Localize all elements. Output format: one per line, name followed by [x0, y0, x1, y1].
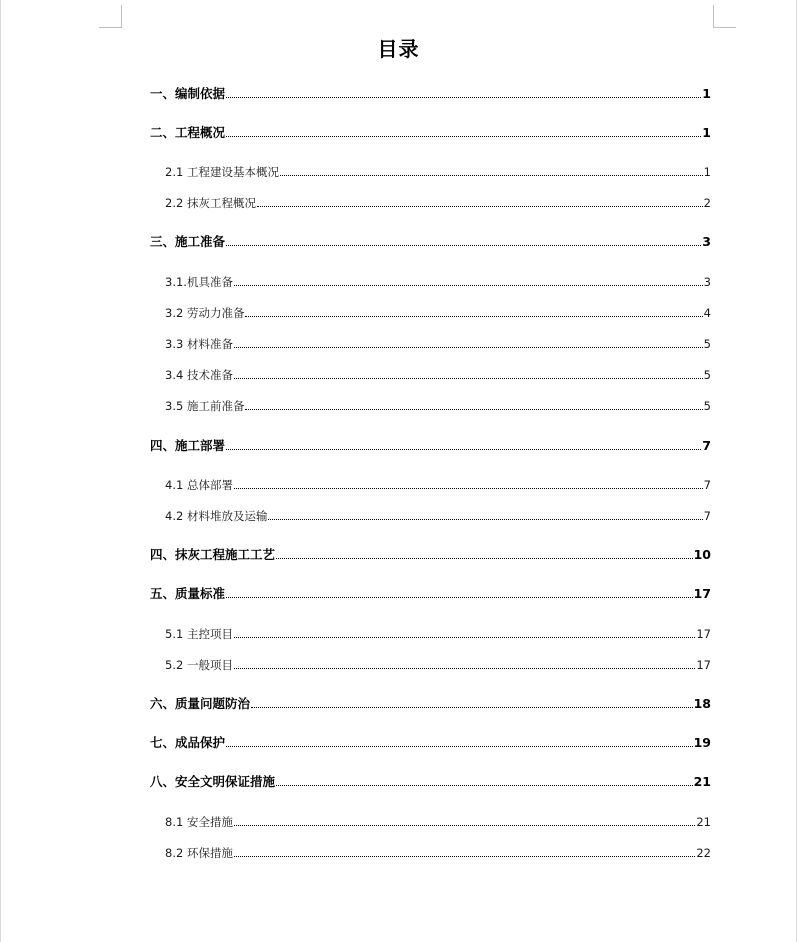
page-edge-left	[0, 0, 1, 942]
toc-entry-text: 4.1 总体部署	[165, 478, 233, 492]
toc-entry-page: 1	[702, 86, 711, 101]
toc-leader-dots	[251, 707, 693, 708]
toc-leader-dots	[234, 285, 703, 286]
toc-entry-page: 17	[696, 658, 711, 672]
toc-entry[interactable]	[150, 124, 711, 140]
toc-entry-text: 二、工程概况	[150, 125, 226, 140]
toc-entry-text: 3.5 施工前准备	[165, 399, 245, 413]
toc-entry-page: 5	[703, 337, 711, 351]
toc-entry-text: 8.2 环保措施	[165, 846, 233, 860]
crop-mark-top-right	[713, 5, 736, 28]
toc-leader-dots	[234, 637, 695, 638]
toc-entry-page: 3	[702, 234, 711, 249]
toc-entry[interactable]	[165, 335, 711, 351]
toc-leader-dots	[226, 597, 693, 598]
toc-entry-page: 3	[703, 275, 711, 289]
toc-entry-text: 2.2 抹灰工程概况	[165, 196, 256, 210]
toc-entry-page: 21	[696, 815, 711, 829]
toc-entry-text: 4.2 材料堆放及运输	[165, 509, 268, 523]
toc-entry-page: 1	[703, 165, 711, 179]
toc-leader-dots	[276, 558, 693, 559]
toc-leader-dots	[245, 409, 702, 410]
toc-leader-dots	[245, 316, 702, 317]
toc-leader-dots	[280, 175, 703, 176]
toc-entry[interactable]	[165, 656, 711, 672]
toc-entry-page: 7	[703, 478, 711, 492]
toc-title: 目录	[377, 37, 420, 61]
toc-entry[interactable]	[165, 366, 711, 382]
toc-entry[interactable]	[165, 813, 711, 829]
toc-entry-page: 17	[696, 627, 711, 641]
toc-entry-text: 四、施工部署	[150, 438, 226, 453]
toc-entry[interactable]	[165, 304, 711, 320]
toc-leader-dots	[226, 97, 701, 98]
toc-leader-dots	[226, 245, 701, 246]
toc-entry[interactable]	[165, 194, 711, 210]
toc-leader-dots	[268, 519, 702, 520]
toc-leader-dots	[257, 206, 703, 207]
toc-leader-dots	[234, 488, 703, 489]
toc-entry-text: 六、质量问题防治	[150, 696, 251, 711]
toc-entry[interactable]	[150, 734, 711, 750]
toc-entry-text: 8.1 安全措施	[165, 815, 233, 829]
toc-entry-text: 5.1 主控项目	[165, 627, 233, 641]
toc-entry-page: 10	[693, 547, 711, 562]
toc-entry-text: 3.2 劳动力准备	[165, 306, 245, 320]
toc-entry-page: 19	[693, 735, 711, 750]
toc-entry[interactable]	[165, 625, 711, 641]
toc-entry[interactable]	[165, 273, 711, 289]
toc-entry-text: 七、成品保护	[150, 735, 226, 750]
toc-entry[interactable]	[150, 695, 711, 711]
toc-entry-page: 18	[693, 696, 711, 711]
toc-entry[interactable]	[150, 233, 711, 249]
toc-entry-page: 5	[703, 399, 711, 413]
toc-entry[interactable]	[150, 585, 711, 601]
toc-entry[interactable]	[165, 844, 711, 860]
toc-entry-text: 一、编制依据	[150, 86, 226, 101]
toc-entry-text: 3.3 材料准备	[165, 337, 233, 351]
toc-entry-page: 21	[693, 774, 711, 789]
toc-leader-dots	[276, 785, 693, 786]
crop-mark-top-left	[99, 5, 122, 28]
toc-leader-dots	[234, 378, 703, 379]
toc-entry-page: 22	[696, 846, 711, 860]
toc-entry-text: 三、施工准备	[150, 234, 226, 249]
toc-entry[interactable]	[165, 397, 711, 413]
toc-entry-text: 五、质量标准	[150, 586, 226, 601]
toc-entry[interactable]	[150, 773, 711, 789]
toc-entry[interactable]	[165, 163, 711, 179]
toc-entry-text: 2.1 工程建设基本概况	[165, 165, 279, 179]
toc-entry-text: 3.4 技术准备	[165, 368, 233, 382]
toc-entry[interactable]	[165, 507, 711, 523]
toc-entry-page: 2	[703, 196, 711, 210]
toc-entry[interactable]	[150, 437, 711, 453]
toc-leader-dots	[234, 825, 695, 826]
toc-entry-page: 7	[703, 509, 711, 523]
toc-entry-page: 1	[702, 125, 711, 140]
toc-entry-text: 3.1.机具准备	[165, 275, 233, 289]
toc-leader-dots	[234, 668, 695, 669]
toc-leader-dots	[226, 746, 693, 747]
toc-entry[interactable]	[150, 85, 711, 101]
toc-entry-page: 7	[702, 438, 711, 453]
toc-entry-text: 八、安全文明保证措施	[150, 774, 276, 789]
toc-entry-text: 四、抹灰工程施工工艺	[150, 547, 276, 562]
toc-leader-dots	[226, 136, 701, 137]
toc-entry-page: 17	[693, 586, 711, 601]
toc-leader-dots	[234, 347, 703, 348]
toc-entry-page: 4	[703, 306, 711, 320]
toc-entry-text: 5.2 一般项目	[165, 658, 233, 672]
toc-leader-dots	[226, 449, 701, 450]
toc-entry[interactable]	[165, 476, 711, 492]
toc-entry[interactable]	[150, 546, 711, 562]
toc-entry-page: 5	[703, 368, 711, 382]
toc-leader-dots	[234, 856, 695, 857]
